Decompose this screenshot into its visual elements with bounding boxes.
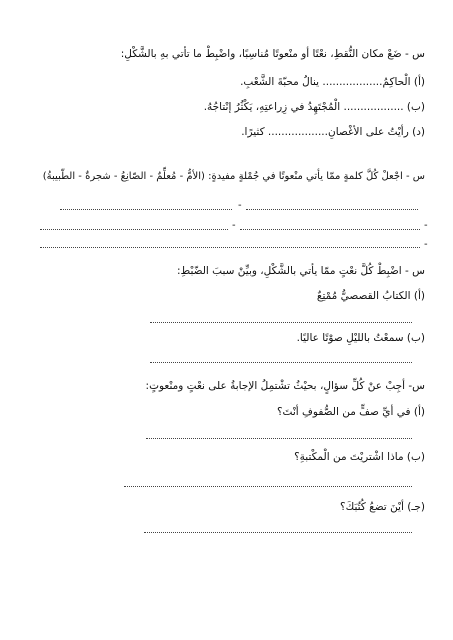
answer-line (150, 362, 412, 363)
q3-prompt: س - اضْبِطْ كُلَّ نعْتٍ ممّا يأتي بالشَّكْلِ، وبيِّنْ سببَ الضّبْطِ: (176, 265, 425, 277)
answer-line (60, 209, 232, 210)
answer-line (146, 438, 412, 439)
answer-line (124, 486, 412, 487)
answer-line (240, 229, 420, 230)
q1-prompt: س - ضَعْ مكان النُّقطِ، نعْتًا أو منْعوتًا مُناسِبًا، واضْبِطْ ما تأتي بهِ بالشَّكْلِ: (120, 48, 425, 60)
answer-line (150, 322, 412, 323)
q2-prompt: س - اجْعلْ كُلَّ كلمةٍ ممّا يأتي منْعوتًا في جُمْلةٍ مفيدةٍ: (الأمُّ - مُعلِّمٌ - الصّانِعُ - شجرةٌ - الطّبيبةُ) (42, 171, 425, 182)
q4-item-a: (أ) في أيِّ صفٍّ من الصُّفوفِ أنْتَ؟ (276, 406, 425, 418)
dash: - (424, 239, 428, 250)
dash: - (238, 200, 242, 211)
answer-line (246, 209, 418, 210)
q4-prompt: س- أجِبْ عنْ كُلِّ سؤالٍ، بحيْثُ تشْتمِلُ الإجابةُ على نعْتٍ ومنْعوتٍ: (145, 380, 425, 392)
answer-line (40, 247, 420, 248)
q4-item-c: (جـ) أيْنَ تضعُ كُتُبَكَ؟ (340, 501, 425, 513)
q3-item-b: (ب) سمعْتُ بالليْلِ صوْتًا عاليًا. (296, 332, 425, 344)
q4-item-b: (ب) ماذا اشْتريْتَ من الْمكْتبةِ؟ (294, 451, 425, 463)
q1-item-a: (أ) الْحاكِمُ.................. ينالُ محبّةَ الشَّعْبِ. (240, 76, 425, 88)
dash: - (424, 220, 428, 231)
dash: - (232, 220, 236, 231)
q1-item-d: (د) رأيْتُ على الأغْصانِ.................. كثيرًا. (241, 126, 425, 138)
q1-item-b: (ب) .................. الْمُجْتَهِدُ في زِراعتِهِ، يَكْثُرُ إنْتاجُهُ. (203, 101, 425, 113)
q3-item-a: (أ) الكتابُ القصصيُّ مُمْتِعٌ (316, 290, 425, 302)
answer-line (40, 229, 228, 230)
answer-line (144, 532, 412, 533)
